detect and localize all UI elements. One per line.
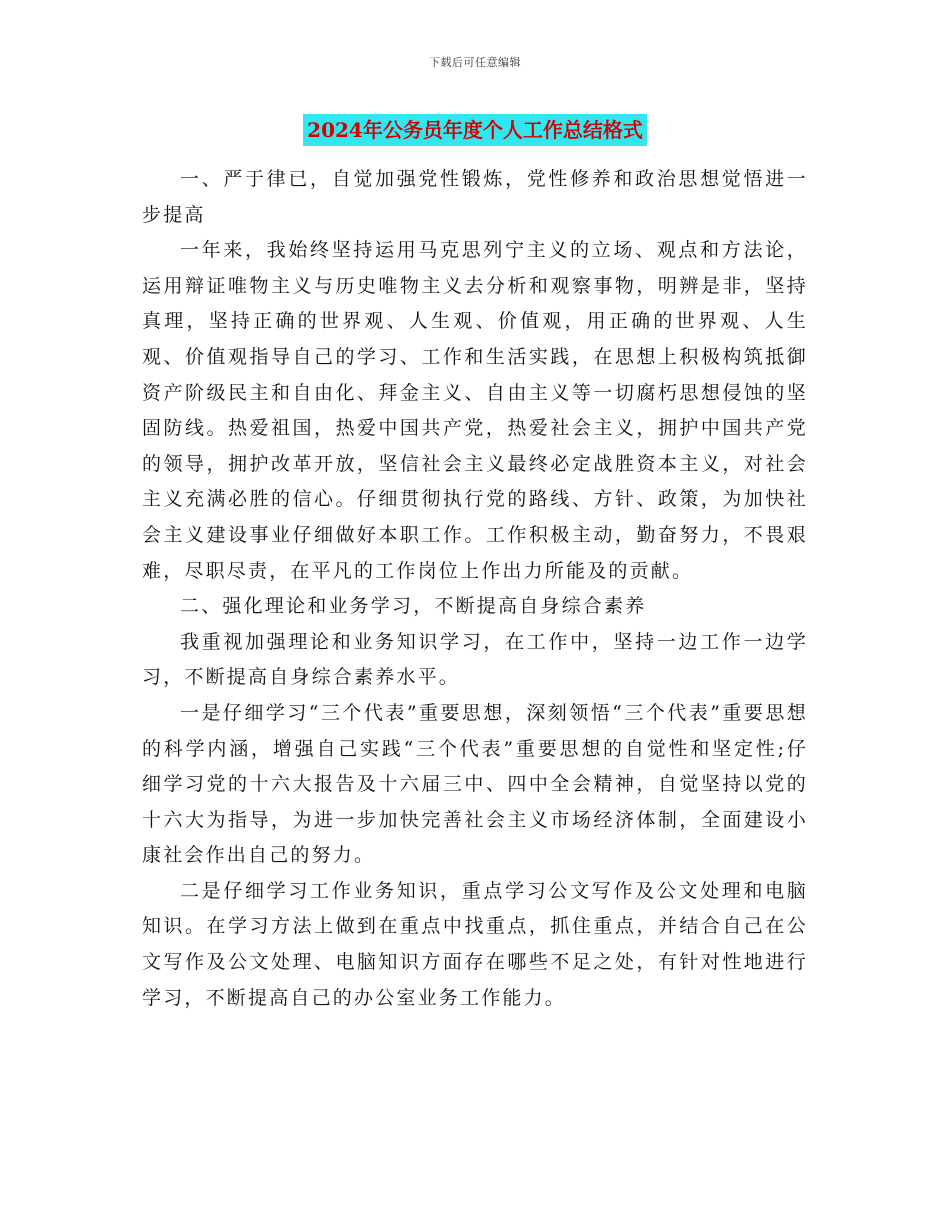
section-heading-1: 一、严于律已，自觉加强党性锻炼，党性修养和政治思想觉悟进一步提高 [142, 168, 808, 226]
title-container [0, 114, 950, 146]
header-note: 下载后可任意编辑 [429, 56, 521, 69]
document-body [142, 162, 808, 1016]
paragraph: 一年来，我始终坚持运用马克思列宁主义的立场、观点和方法论，运用辩证唯物主义与历史唯物主义去分析和观察事物，明辨是非，坚持真理，坚持正确的世界观、人生观、价值观，用正确的世界观、人生观、价值观指导自己的学习、工作和生活实践，在思想上积极构筑抵御资产阶级民主和自由化、拜金主义、自由主义等一切腐朽思想侵蚀的坚固防线。热爱祖国，热爱中国共产党，热爱社会主义，拥护中国共产党的领导，拥护改革开放，坚信社会主义最终必定战胜资本主义，对社会主义充满必胜的信心。仔细贯彻执行党的路线、方针、政策，为加快社会主义建设事业仔细做好本职工作。工作积极主动，勤奋努力，不畏艰难，尽职尽责，在平凡的工作岗位上作出力所能及的贡献。 [142, 239, 808, 582]
document-title: 2024年公务员年度个人工作总结格式 [303, 114, 647, 146]
section-heading-2: 二、强化理论和业务学习，不断提高自身综合素养 [180, 595, 647, 618]
paragraph: 二是仔细学习工作业务知识，重点学习公文写作及公文处理和电脑知识。在学习方法上做到在重点中找重点，抓住重点，并结合自己在公文写作及公文处理、电脑知识方面存在哪些不足之处，有针对性地进行学习，不断提高自己的办公室业务工作能力。 [142, 879, 808, 1009]
paragraph: 一是仔细学习“三个代表”重要思想，深刻领悟“三个代表”重要思想的科学内涵，增强自己实践“三个代表”重要思想的自觉性和坚定性;仔细学习党的十六大报告及十六届三中、四中全会精神，自觉坚持以党的十六大为指导，为进一步加快完善社会主义市场经济体制，全面建设小康社会作出自己的努力。 [142, 701, 808, 867]
paragraph: 我重视加强理论和业务知识学习，在工作中，坚持一边工作一边学习，不断提高自身综合素养水平。 [142, 630, 808, 689]
